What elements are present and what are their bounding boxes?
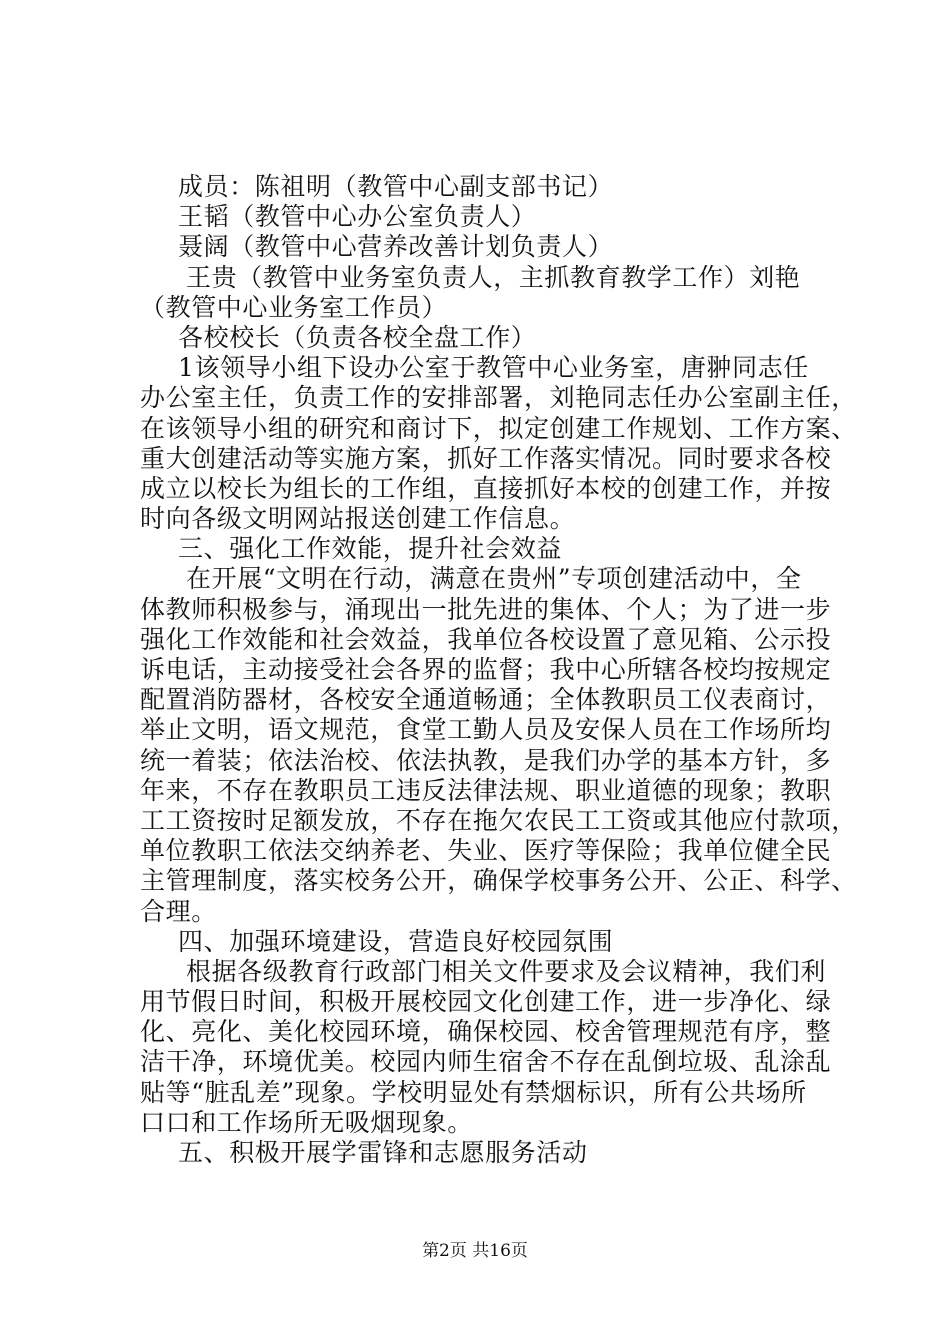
section-heading: 五、积极开展学雷锋和志愿服务活动 xyxy=(178,1138,588,1167)
text-line: 重大创建活动等实施方案，抓好工作落实情况。同时要求各校 xyxy=(140,443,832,473)
text-line: 单位教职工依法交纳养老、失业、医疗等保险；我单位健全民 xyxy=(140,836,832,866)
text-line: 化、亮化、美化校园环境，确保校园、校舍管理规范有序，整 xyxy=(140,1017,832,1047)
text-line: 成员：陈祖明（教管中心副支部书记） xyxy=(178,172,614,201)
text-line: 贴等“脏乱差”现象。学校明显处有禁烟标识，所有公共场所 xyxy=(140,1077,807,1107)
section-heading: 四、加强环境建设，营造良好校园氛围 xyxy=(178,926,614,956)
text-line: 聂阔（教管中心营养改善计划负责人） xyxy=(178,232,614,262)
section-heading: 三、强化工作效能，提升社会效益 xyxy=(178,534,563,564)
text-line: 根据各级教育行政部门相关文件要求及会议精神，我们利 xyxy=(186,956,827,986)
text-line: 成立以校长为组长的工作组，直接抓好本校的创建工作，并按 xyxy=(140,473,832,503)
text-line: 统一着装；依法治校、依法执教，是我们办学的基本方针，多 xyxy=(140,745,832,775)
text-line: 诉电话，主动接受社会各界的监督；我中心所辖各校均按规定 xyxy=(140,655,832,684)
text-line: 合理。 xyxy=(140,896,217,926)
text-line: 配置消防器材，各校安全通道畅通；全体教职员工仪表商讨， xyxy=(140,685,832,715)
text-line: 王贵（教管中业务室负责人，主抓教育教学工作）刘艳 xyxy=(186,262,801,292)
text-line: 举止文明，语文规范，食堂工勤人员及安保人员在工作场所均 xyxy=(140,715,832,745)
text-line: 在开展“文明在行动，满意在贵州”专项创建活动中，全 xyxy=(186,564,802,594)
text-line: 体教师积极参与，涌现出一批先进的集体、个人；为了进一步 xyxy=(140,594,832,624)
text-line: （教管中心业务室工作员） xyxy=(140,292,448,322)
text-line: 强化工作效能和社会效益，我单位各校设置了意见箱、公示投 xyxy=(140,624,832,654)
text-line: 用节假日时间，积极开展校园文化创建工作，进一步净化、绿 xyxy=(140,987,832,1017)
text-line: 主管理制度，落实校务公开，确保学校事务公开、公正、科学、 xyxy=(140,866,857,896)
text-line: 工工资按时足额发放，不存在拖欠农民工工资或其他应付款项， xyxy=(140,805,857,835)
text-line: 时向各级文明网站报送创建工作信息。 xyxy=(140,504,576,534)
text-line: 在该领导小组的研究和商讨下，拟定创建工作规划、工作方案、 xyxy=(140,413,857,443)
text-line: 各校校长（负责各校全盘工作） xyxy=(178,322,537,352)
text-line: 口口和工作场所无吸烟现象。 xyxy=(140,1107,473,1137)
text-line: 洁干净，环境优美。校园内师生宿舍不存在乱倒垃圾、乱涂乱 xyxy=(140,1047,832,1077)
text-line: 年来，不存在教职员工违反法律法规、职业道德的现象；教职 xyxy=(140,775,832,805)
page-footer: 第2页 共16页 xyxy=(422,1241,528,1261)
text-line: 王韬（教管中心办公室负责人） xyxy=(178,202,537,232)
document-body xyxy=(140,172,857,1168)
text-line: 办公室主任，负责工作的安排部署，刘艳同志任办公室副主任， xyxy=(140,383,857,413)
text-line: 1该领导小组下设办公室于教管中心业务室，唐翀同志任 xyxy=(178,353,809,383)
